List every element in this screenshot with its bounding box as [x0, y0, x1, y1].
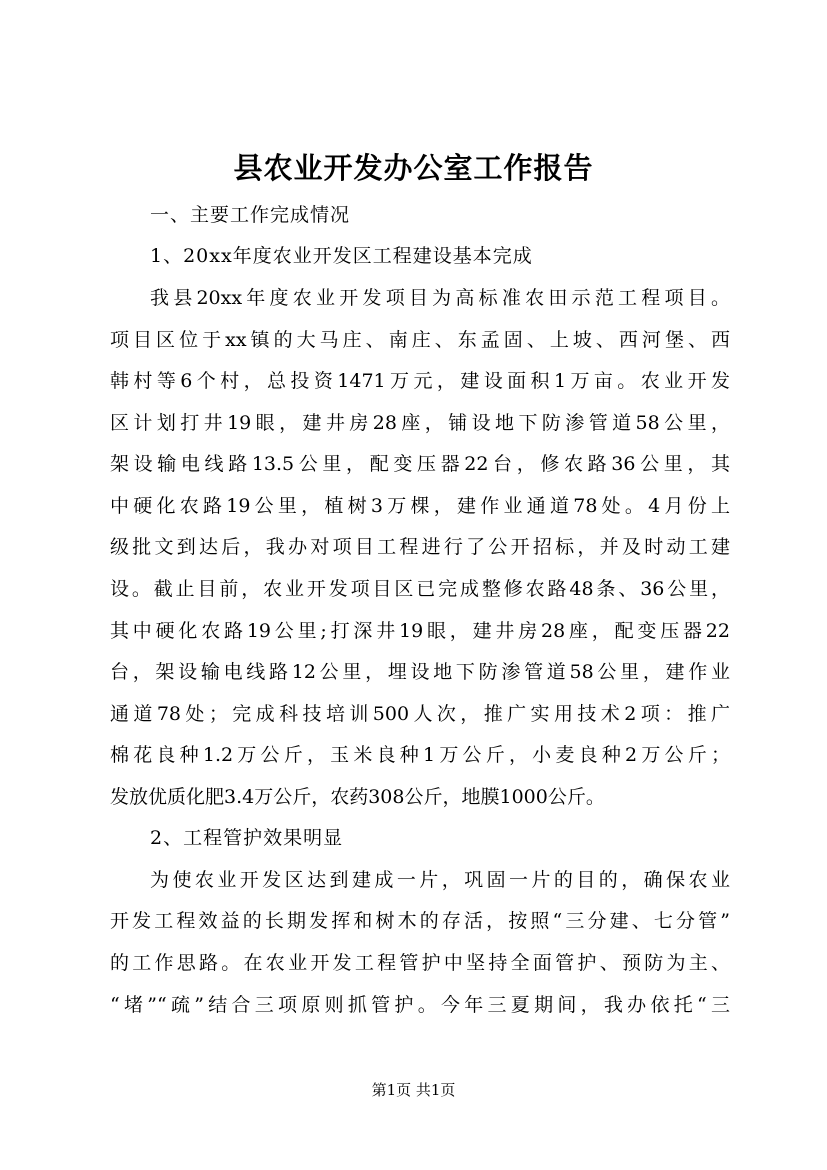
- paragraph-line: 其中硬化农路19公里;打深井19眼，建井房28座，配变压器22: [110, 620, 730, 642]
- paragraph-line: 的工作思路。在农业开发工程管护中坚持全面管护、预防为主、: [110, 952, 730, 974]
- paragraph-line: 我县20xx年度农业开发项目为高标准农田示范工程项目。: [150, 287, 730, 309]
- subsection-heading-maintenance: 2、工程管护效果明显: [150, 827, 344, 849]
- paragraph-line: “堵”“疏”结合三项原则抓管护。今年三夏期间，我办依托“三: [110, 994, 730, 1016]
- paragraph-line: 项目区位于xx镇的大马庄、南庄、东孟固、上坡、西河堡、西: [110, 329, 730, 351]
- paragraph-line: 级批文到达后，我办对项目工程进行了公开招标，并及时动工建: [110, 536, 730, 558]
- paragraph-line: 发放优质化肥3.4万公斤，农药308公斤，地膜1000公斤。: [110, 786, 605, 808]
- paragraph-line: 韩村等6个村，总投资1471万元，建设面积1万亩。农业开发: [110, 370, 730, 392]
- paragraph-line: 台，架设输电线路12公里，埋设地下防渗管道58公里，建作业: [110, 661, 730, 683]
- paragraph-line: 架设输电线路13.5公里，配变压器22台，修农路36公里，其: [110, 453, 730, 475]
- page-number-footer: 第1页 共1页: [371, 1081, 456, 1099]
- paragraph-line: 通道78处；完成科技培训500人次，推广实用技术2项：推广: [110, 703, 730, 725]
- paragraph-line: 区计划打井19眼，建井房28座，铺设地下防渗管道58公里，: [110, 412, 730, 434]
- subsection-heading-construction: 1、20xx年度农业开发区工程建设基本完成: [150, 245, 533, 267]
- paragraph-line: 为使农业开发区达到建成一片，巩固一片的目的，确保农业: [150, 869, 730, 891]
- paragraph-line: 棉花良种1.2万公斤，玉米良种1万公斤，小麦良种2万公斤；: [110, 744, 730, 766]
- paragraph-line: 中硬化农路19公里，植树3万棵，建作业通道78处。4月份上: [110, 495, 730, 517]
- section-heading-main-work: 一、主要工作完成情况: [150, 204, 351, 226]
- document-title: 县农业开发办公室工作报告: [233, 151, 594, 185]
- paragraph-line: 设。截止目前，农业开发项目区已完成整修农路48条、36公里，: [110, 578, 730, 600]
- paragraph-line: 开发工程效益的长期发挥和树木的存活，按照“三分建、七分管”: [110, 910, 730, 932]
